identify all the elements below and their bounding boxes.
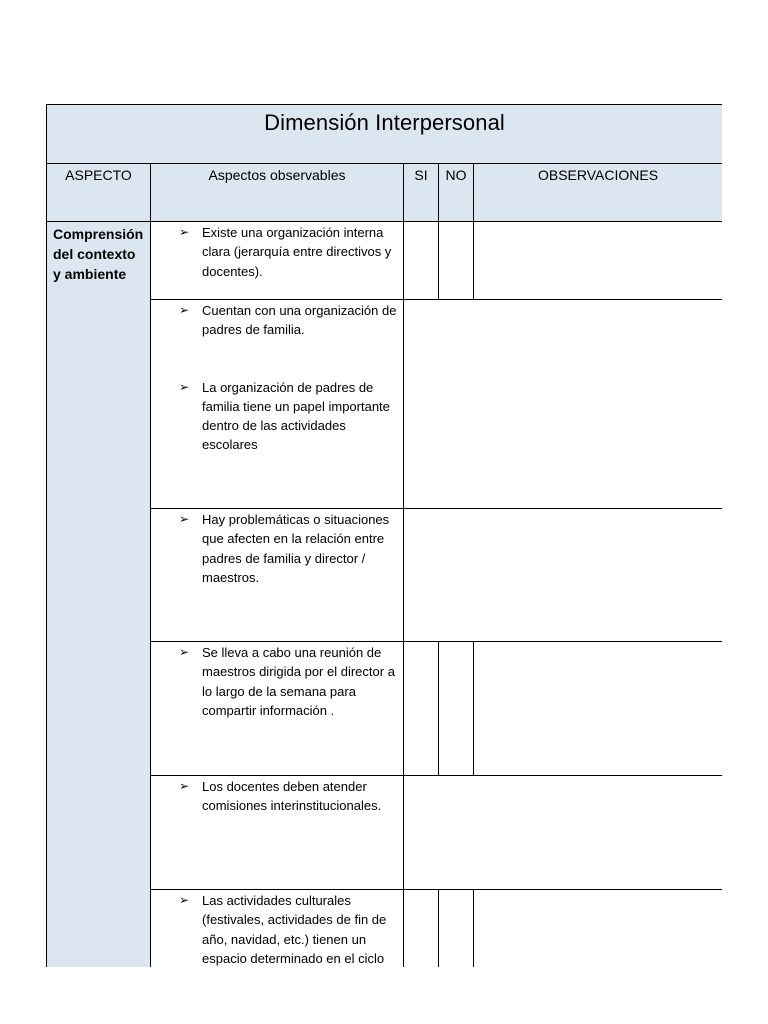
- aspect-label: Comprensión del contexto y ambiente: [47, 222, 151, 968]
- list-item: ➢ Hay problemáticas o situaciones que afecten en la relación entre padres de familia y director / maestros.: [151, 509, 403, 587]
- column-header-si: SI: [404, 164, 439, 222]
- observaciones-cell[interactable]: [474, 222, 723, 300]
- arrow-bullet-icon: ➢: [179, 645, 190, 659]
- si-cell[interactable]: [404, 890, 439, 968]
- observable-cell: [151, 776, 404, 890]
- observaciones-cell[interactable]: [474, 642, 723, 776]
- arrow-bullet-icon: ➢: [179, 379, 190, 394]
- column-header-observaciones: OBSERVACIONES: [474, 164, 723, 222]
- observable-cell: [151, 890, 404, 968]
- list-item: ➢ Se lleva a cabo una reunión de maestros dirigida por el director a lo largo de la semana para compartir información .: [151, 642, 403, 720]
- arrow-bullet-icon: ➢: [179, 893, 190, 907]
- merged-response-cell[interactable]: [404, 300, 723, 509]
- list-item: ➢ Los docentes deben atender comisiones interinstitucionales.: [151, 776, 403, 816]
- no-cell[interactable]: [439, 222, 474, 300]
- si-cell[interactable]: [404, 222, 439, 300]
- column-header-no: NO: [439, 164, 474, 222]
- arrow-bullet-icon: ➢: [179, 512, 190, 526]
- observable-cell: [151, 222, 404, 300]
- list-item: ➢ Cuentan con una organización de padres de familia.: [151, 300, 403, 340]
- list-item: ➢ La organización de padres de familia tiene un papel importante dentro de las actividades escolares: [151, 377, 403, 455]
- observable-cell: [151, 642, 404, 776]
- table-title: Dimensión Interpersonal: [47, 105, 723, 164]
- no-cell[interactable]: [439, 642, 474, 776]
- column-header-observables: Aspectos observables: [151, 164, 404, 222]
- observable-cell: [151, 509, 404, 642]
- arrow-bullet-icon: ➢: [179, 225, 190, 239]
- observation-table: [46, 104, 722, 967]
- no-cell[interactable]: [439, 890, 474, 968]
- si-cell[interactable]: [404, 642, 439, 776]
- observable-cell: [151, 300, 404, 509]
- merged-response-cell[interactable]: [404, 776, 723, 890]
- merged-response-cell[interactable]: [404, 509, 723, 642]
- observation-sheet: [46, 104, 722, 967]
- observaciones-cell[interactable]: [474, 890, 723, 968]
- column-header-aspecto: ASPECTO: [47, 164, 151, 222]
- list-item: ➢ Existe una organización interna clara (jerarquía entre directivos y docentes).: [151, 222, 403, 281]
- arrow-bullet-icon: ➢: [179, 303, 190, 317]
- arrow-bullet-icon: ➢: [179, 779, 190, 793]
- list-item: ➢ Las actividades culturales (festivales, actividades de fin de año, navidad, etc.) tienen un espacio determinado en el ciclo: [151, 890, 403, 967]
